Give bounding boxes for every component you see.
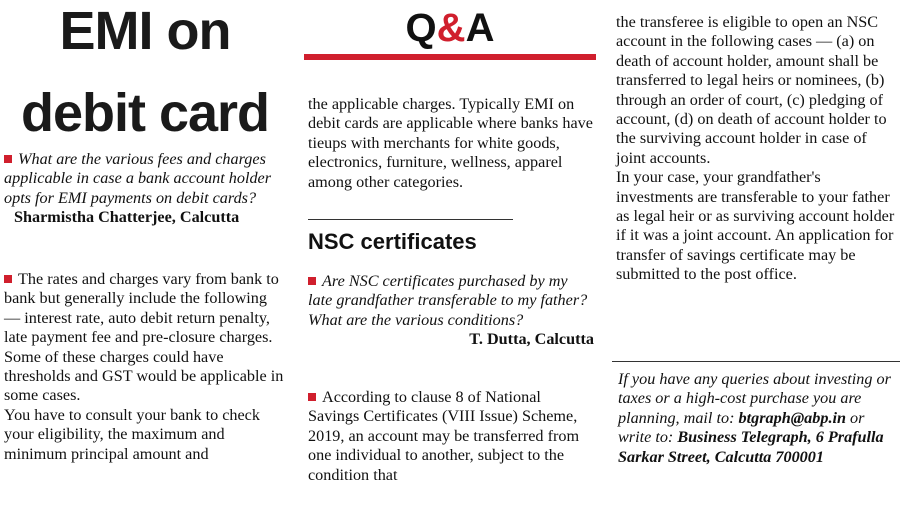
nsc-subhead: NSC certificates: [308, 229, 477, 254]
footer-note-block: [618, 370, 896, 467]
emi-question: [4, 150, 286, 208]
column-qa: [300, 0, 600, 506]
nsc-answer-continued-block: [616, 13, 898, 285]
nsc-asker: T. Dutta, Calcutta: [469, 330, 594, 349]
emi-answer-p1-text: The rates and charges vary from bank to bank but generally include the following — interest rate, auto debit return penalty, late payment fee and pre-closure charges. Some of these charges could have thresholds and GST would be applicable in some cases.: [4, 270, 284, 405]
footer-intro: If you have any queries about investing or taxes or a high-cost purchase you are planning, mail to:: [618, 370, 891, 427]
nsc-question-text: Are NSC certificates purchased by my late grandfather transferable to my father? What are the various conditions?: [308, 272, 588, 329]
footer-divider-rule: [612, 361, 900, 362]
bullet-square-icon: [4, 275, 12, 283]
emi-question-text: What are the various fees and charges applicable in case a bank account holder opts for EMI payments on debit cards?: [4, 150, 272, 207]
headline-line-2: debit card: [20, 83, 270, 143]
emi-answer-p2: You have to consult your bank to check your eligibility, the maximum and minimum principal amount and: [4, 405, 260, 463]
qa-section-title: [300, 8, 600, 48]
bullet-square-icon: [308, 277, 316, 285]
bullet-square-icon: [308, 393, 316, 401]
emi-answer-continued: the applicable charges. Typically EMI on debit cards are applicable where banks have tieups with merchants for white goods, electronics, furniture, wellness, apparel among other categories.: [308, 95, 593, 191]
nsc-answer-text: According to clause 8 of National Savings Certificates (VIII Issue) Scheme, 2019, an account may be transferred from one individual to another, subject to the condition that: [308, 388, 580, 484]
nsc-answer-block: [308, 388, 594, 485]
nsc-answer-continued: the transferee is eligible to open an NSC account in the following cases — (a) on death of account holder, amount shall be transferred to legal heirs or nominees, (b) through an order of court, (c) pledging of account, (d) on death of account holder to the surviving account holder in case of joint accounts.: [616, 13, 887, 167]
footer-note: [618, 370, 896, 467]
headline: [0, 0, 290, 143]
bullet-square-icon: [4, 155, 12, 163]
nsc-answer-p2: In your case, your grandfather's investments are transferable to your father as legal heir or as surviving account holder if it was a joint account. An application for transfer of savings certificate may be submitted to the post office.: [616, 168, 895, 284]
qa-red-rule: [304, 54, 596, 60]
footer-mid: or write to:: [618, 408, 865, 447]
emi-answer-p1: [4, 270, 286, 406]
nsc-question-block: [308, 272, 594, 349]
nsc-answer: [308, 388, 594, 485]
emi-question-block: [4, 150, 286, 227]
emi-asker: Sharmistha Chatterjee, Calcutta: [14, 208, 240, 227]
qa-title-q: Q: [405, 6, 437, 50]
qa-title-amp: &: [436, 6, 466, 50]
footer-address: Business Telegraph, 6 Prafulla Sarkar Street, Calcutta 700001: [618, 428, 884, 466]
footer-email[interactable]: btgraph@abp.in: [738, 408, 846, 427]
column-emi: [0, 0, 290, 463]
divider-rule: [308, 219, 513, 220]
emi-answer-block: [4, 270, 286, 464]
nsc-question: [308, 272, 594, 330]
headline-line-1: EMI on: [59, 1, 231, 61]
qa-title-a: A: [465, 6, 495, 50]
